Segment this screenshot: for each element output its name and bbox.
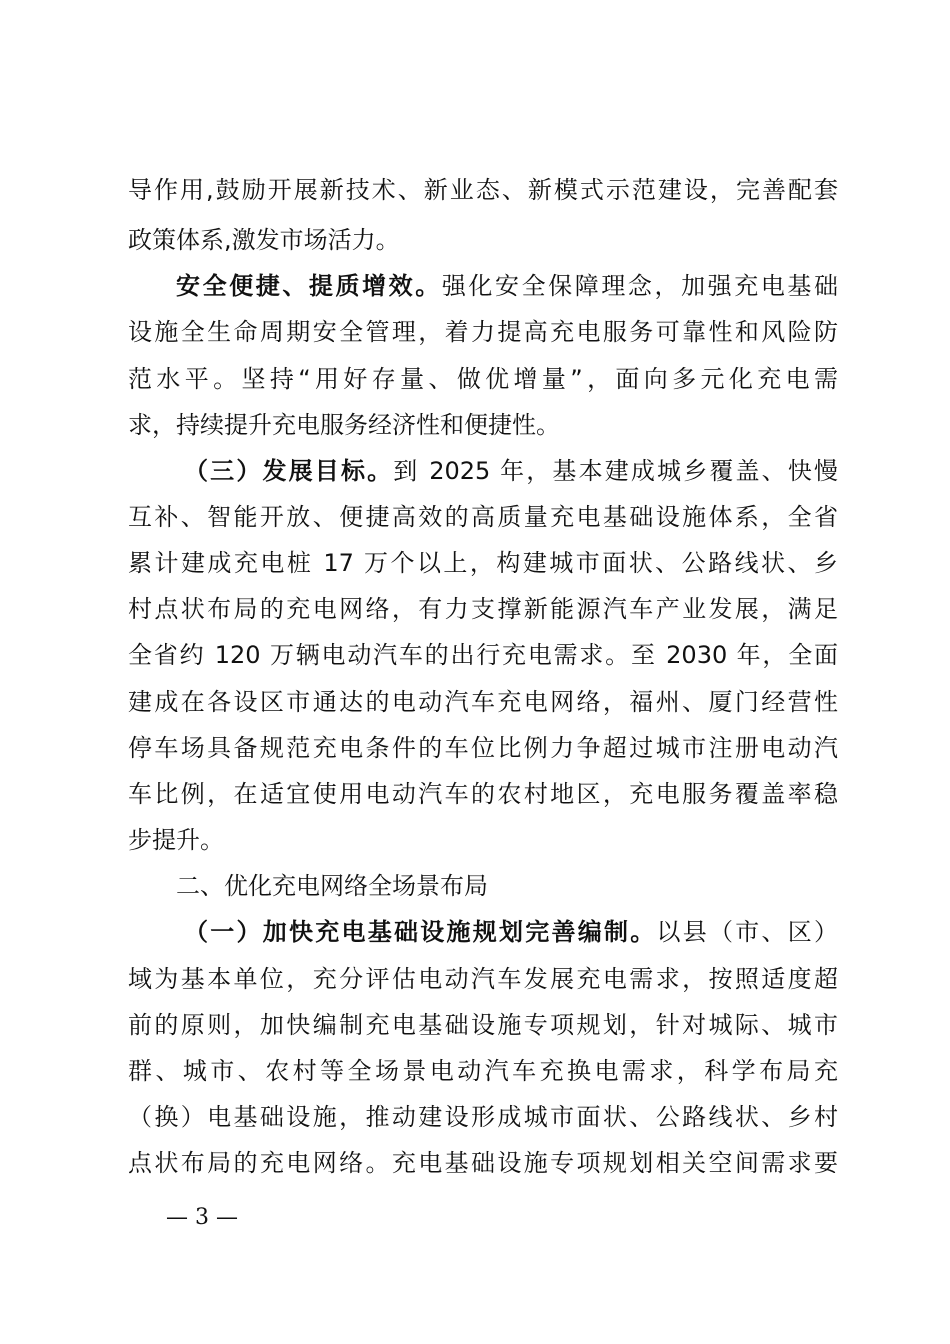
body-text-line: 停车场具备规范充电条件的车位比例力争超过城市注册电动汽 <box>128 734 838 762</box>
body-text-line: 政策体系,激发市场活力。 <box>128 226 400 254</box>
body-text-line: 范水平。坚持“用好存量、做优增量”，面向多元化充电需 <box>128 365 838 393</box>
body-text-line: 点状布局的充电网络。充电基础设施专项规划相关空间需求要 <box>128 1149 838 1177</box>
body-text-line: 步提升。 <box>128 826 224 854</box>
body-text-span: 以县（市、区） <box>656 918 838 946</box>
body-text-line: （换）电基础设施，推动建设形成城市面状、公路线状、乡村 <box>128 1103 838 1131</box>
paragraph-heading: （三）发展目标。 <box>184 457 394 485</box>
body-text-line: 村点状布局的充电网络，有力支撑新能源汽车产业发展，满足 <box>128 595 838 623</box>
body-text-line <box>176 271 838 301</box>
body-text-line: 建成在各设区市通达的电动汽车充电网络，福州、厦门经营性 <box>128 688 838 716</box>
body-text-line: 互补、智能开放、便捷高效的高质量充电基础设施体系，全省 <box>128 503 838 531</box>
page-number: — 3 — <box>166 1205 238 1230</box>
body-text-line: 前的原则，加快编制充电基础设施专项规划，针对城际、城市 <box>128 1011 838 1039</box>
body-text-line <box>184 917 838 947</box>
paragraph-heading: 安全便捷、提质增效。 <box>176 272 442 300</box>
body-text-line: 群、城市、农村等全场景电动汽车充换电需求，科学布局充 <box>128 1057 838 1085</box>
body-text-line: 车比例，在适宜使用电动汽车的农村地区，充电服务覆盖率稳 <box>128 780 838 808</box>
body-text-span: 到 2025 年，基本建成城乡覆盖、快慢 <box>393 457 839 485</box>
section-heading: 二、优化充电网络全场景布局 <box>176 872 488 900</box>
body-text-line: 域为基本单位，充分评估电动汽车发展充电需求，按照适度超 <box>128 965 838 993</box>
body-text-line: 导作用,鼓励开展新技术、新业态、新模式示范建设，完善配套 <box>128 176 838 204</box>
body-text-span: 强化安全保障理念，加强充电基础 <box>441 272 839 300</box>
paragraph-heading: （一）加快充电基础设施规划完善编制。 <box>184 918 657 946</box>
body-text-line: 求，持续提升充电服务经济性和便捷性。 <box>128 411 560 439</box>
body-text-line <box>184 456 838 486</box>
body-text-line: 全省约 120 万辆电动汽车的出行充电需求。至 2030 年，全面 <box>128 641 838 669</box>
body-text-line: 设施全生命周期安全管理，着力提高充电服务可靠性和风险防 <box>128 318 838 346</box>
body-text-line: 累计建成充电桩 17 万个以上，构建城市面状、公路线状、乡 <box>128 549 838 577</box>
